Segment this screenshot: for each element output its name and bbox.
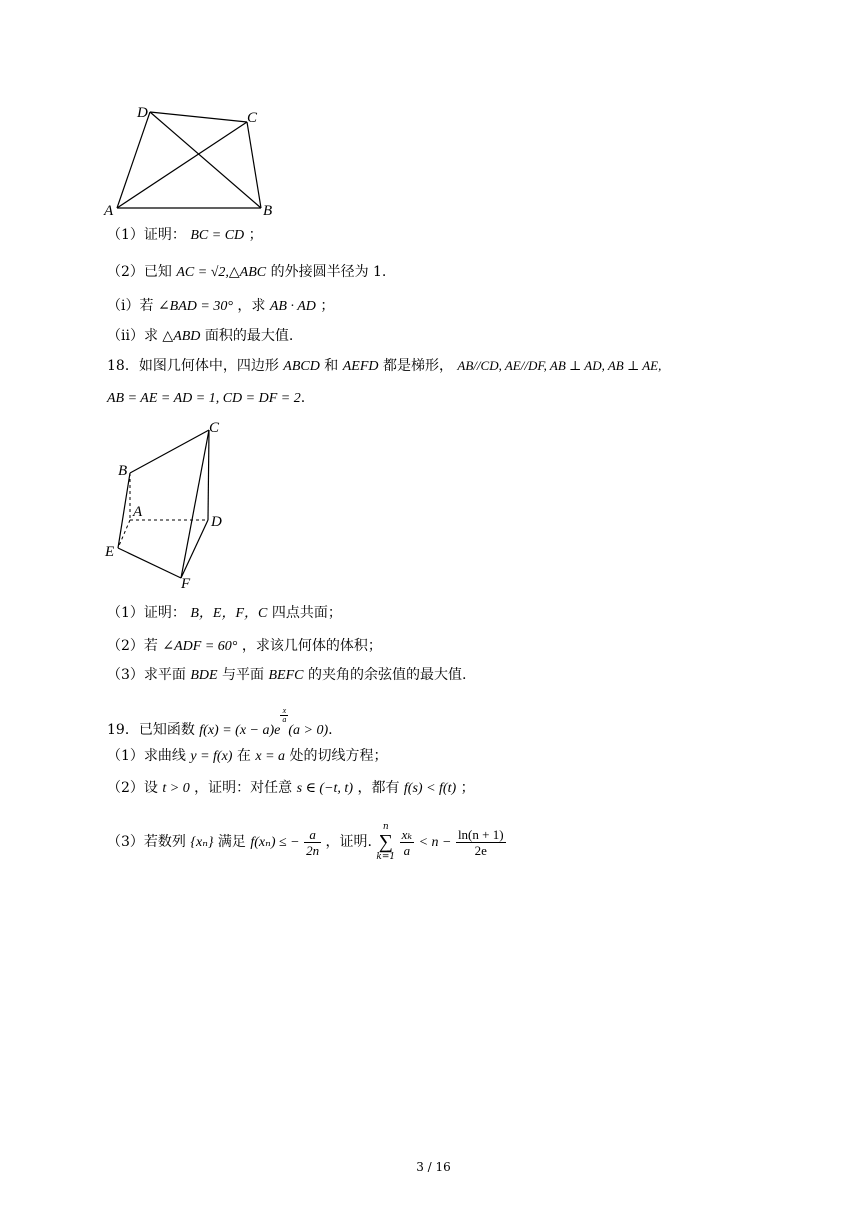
edge-BC [130, 430, 209, 473]
label-C2: C [209, 420, 220, 436]
fraction-xk-over-a: $\frac{\text{xₖ}}{a}$ [401, 826, 413, 858]
edge-DA [117, 112, 150, 208]
edge-DC [150, 112, 247, 122]
q18-part1: （1）证明： B，E，F，C 四点共面； [107, 605, 342, 621]
summation-symbol: n ∑ k=1 [376, 822, 396, 862]
fraction-a-over-2n: $\frac{a}{2n}$ [306, 826, 320, 858]
q19-part1: （1）求曲线 y = f(x) 在 x = a 处的切线方程； [107, 748, 388, 764]
edge-CB [247, 122, 261, 208]
label-F2: F [181, 576, 191, 592]
fraction-ln-over-2e: $\frac{\ln(n + 1)}{2e}$ [457, 826, 504, 858]
edge-CF [181, 430, 209, 578]
q18-conditions: AB = AE = AD = 1, CD = DF = 2. [107, 390, 306, 406]
label-D: D [137, 105, 148, 121]
page-number: 3 / 16 [416, 1160, 451, 1174]
q18-part2: （2）若 ∠ADF = 60° ，求该几何体的体积； [107, 638, 382, 654]
label-A: A [104, 203, 114, 219]
q17-part-ii: （ii）求 △ABD 面积的最大值. [107, 328, 294, 344]
q18-intro: 18．如图几何体中，四边形 ABCD 和 AEFD 都是梯形， AB//CD, AE//DF, AB ⊥ AD, AB ⊥ AE, [107, 358, 662, 374]
q17-part-i: （i）若 ∠BAD = 30° ，求 AB · AD ； [107, 298, 335, 314]
label-B2: B [118, 463, 128, 479]
edge-DF [181, 520, 208, 578]
q19-intro: 19．已知函数 f(x) = (x − a)e $\frac{x}{a}$ (a > 0). [107, 706, 333, 738]
q19-part3: （3）若数列 {xₙ} 满足 f(xₙ) ≤ − $\frac{a}{2n}$ ，证明. n ∑ k=1 $\frac{\text{xₖ}}{a}$ < n − $\frac{\ln(n + 1)}{2e}$ [107, 822, 504, 862]
label-E2: E [105, 544, 115, 560]
label-A2: A [133, 504, 143, 520]
edge-AE-hidden [118, 520, 130, 548]
exponent-fraction: $\frac{x}{a}$ [282, 706, 287, 724]
edge-EF [118, 548, 181, 578]
label-C: C [247, 110, 258, 126]
q17-part1: （1）证明： BC = CD ； [107, 227, 263, 243]
label-D2: D [211, 514, 222, 530]
q17-part2: （2）已知 AC = √2,△ABC 的外接圆半径为 1. [107, 264, 387, 280]
q18-part3: （3）求平面 BDE 与平面 BEFC 的夹角的余弦值的最大值. [107, 667, 467, 683]
diag-AC [117, 122, 247, 208]
q19-part2: （2）设 t > 0 ，证明：对任意 s ∈ (−t, t) ，都有 f(s) < f(t) ； [107, 780, 475, 796]
diag-DB [150, 112, 261, 208]
edge-CD [208, 430, 209, 520]
label-B: B [263, 203, 273, 219]
edge-BE [118, 473, 130, 548]
